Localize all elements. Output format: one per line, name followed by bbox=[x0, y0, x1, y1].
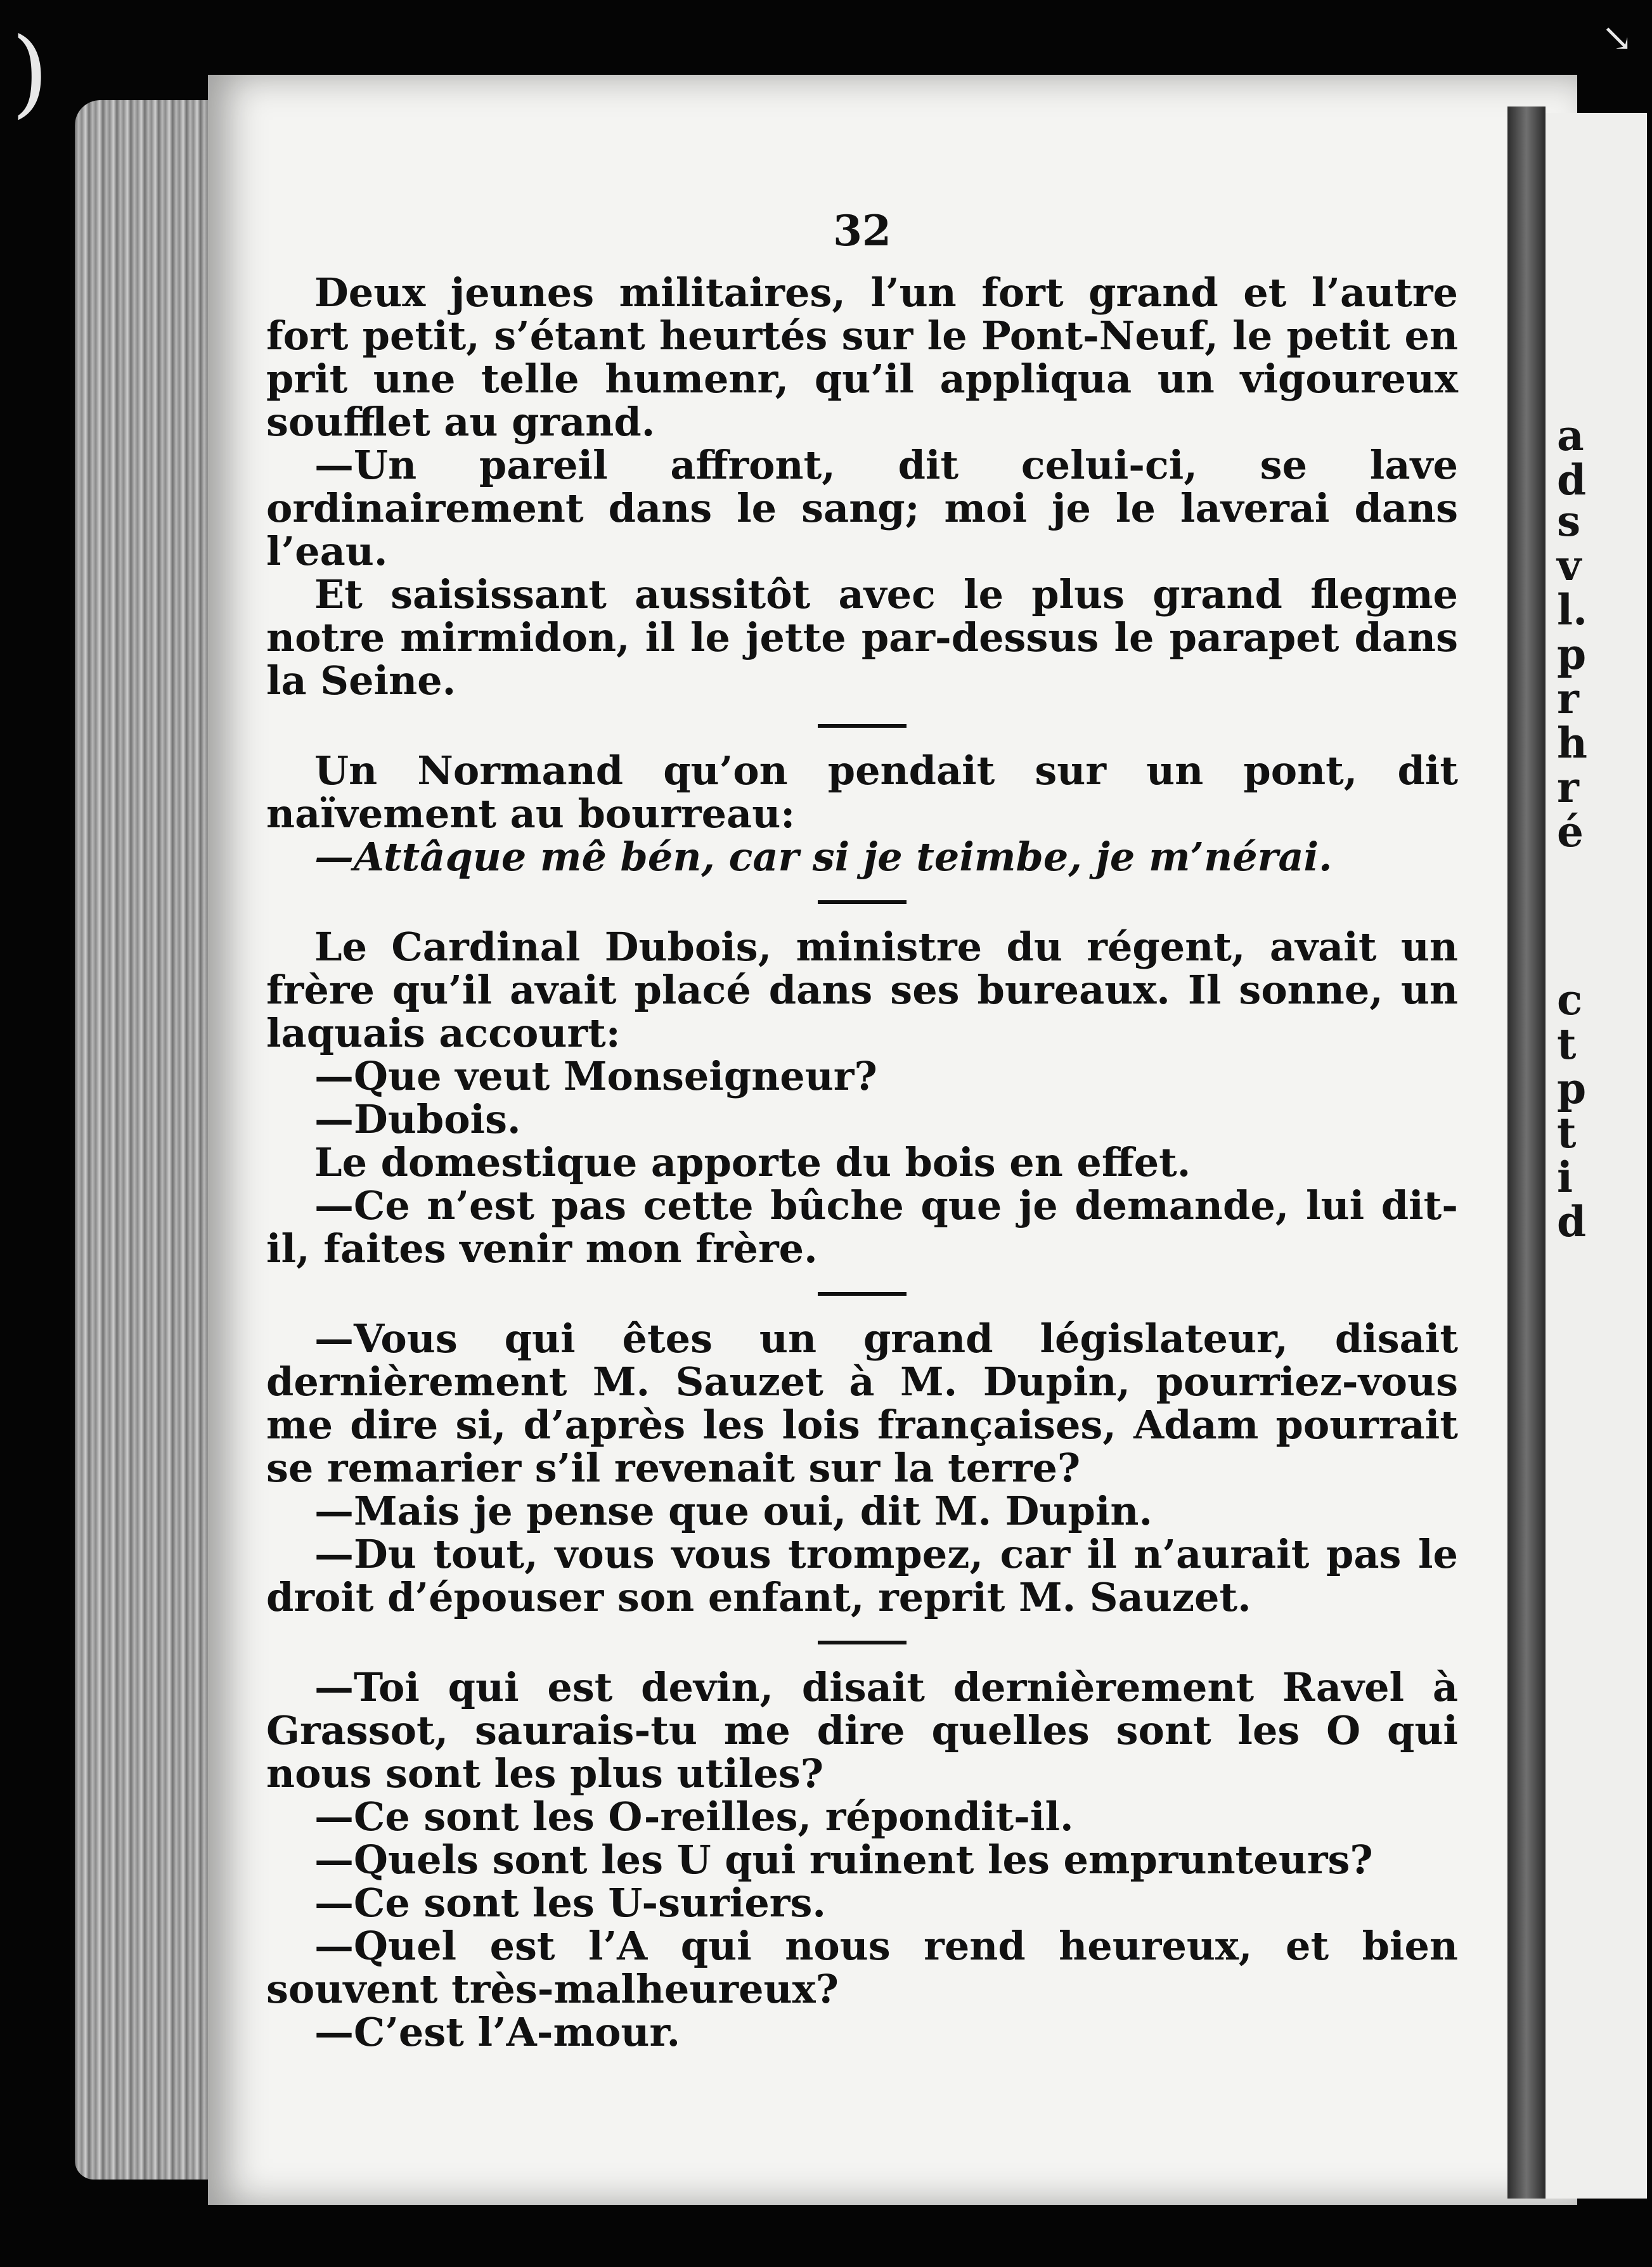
dialog-line: —Mais je pense que oui, dit M. Dupin. bbox=[314, 1488, 1153, 1534]
film-frame-mark-right: ↘ bbox=[1601, 16, 1633, 60]
right-page-letter: p bbox=[1557, 1064, 1587, 1113]
dialog-line: —Ce n’est pas cette bûche que je demande, lui dit-il, faites venir mon frère. bbox=[266, 1182, 1458, 1272]
paragraph: Et saisissant aussitôt avec le plus grand flegme notre mirmidon, il le jette par-dessus le parapet dans la Seine. bbox=[266, 571, 1458, 704]
film-frame-mark-left: ) bbox=[11, 18, 49, 128]
dialog-line: —Ce sont les U-suriers. bbox=[314, 1880, 826, 1926]
separator-rule bbox=[818, 1641, 907, 1644]
right-page-letter: i bbox=[1557, 1153, 1573, 1202]
dialog-line: —Que veut Monseigneur? bbox=[314, 1053, 877, 1099]
right-page-letter: h bbox=[1557, 718, 1587, 768]
paragraph: Un Normand qu’on pendait sur un pont, dit naïvement au bourreau: bbox=[266, 747, 1458, 837]
dialog-line: —Attâque mê bén, car si je teimbe, je m’nérai. bbox=[314, 834, 1333, 880]
joke-block bbox=[266, 926, 1458, 1270]
dialog-line: —Quels sont les U qui ruinent les emprunteurs? bbox=[314, 1837, 1373, 1883]
joke-block bbox=[266, 749, 1458, 879]
right-page-letter: d bbox=[1557, 1197, 1587, 1246]
joke-block bbox=[266, 271, 1458, 702]
right-page-letter: t bbox=[1557, 1019, 1577, 1069]
separator-rule bbox=[818, 1292, 907, 1296]
dialog-line: —Ce sont les O-reilles, répondit-il. bbox=[314, 1793, 1074, 1840]
right-page-letter: s bbox=[1557, 496, 1581, 546]
joke-block bbox=[266, 1317, 1458, 1619]
separator-rule bbox=[818, 724, 907, 728]
right-page-letter: a bbox=[1557, 411, 1584, 460]
dialog-line: —Quel est l’A qui nous rend heureux, et bien souvent très-malheureux? bbox=[266, 1923, 1458, 2012]
right-page-fragment bbox=[1546, 113, 1647, 2199]
dialog-line: —Un pareil affront, dit celui-ci, se lave ordinairement dans le sang; moi je le laverai dans l’eau. bbox=[266, 442, 1458, 574]
page-text bbox=[266, 206, 1458, 2055]
right-page-letter: r bbox=[1557, 674, 1579, 723]
separator-rule bbox=[818, 900, 907, 904]
right-page-letter: c bbox=[1557, 975, 1583, 1024]
dialog-line: —Toi qui est devin, disait dernièrement Ravel à Grassot, saurais-tu me dire quelles sont les O qui nous sont les plus utiles? bbox=[266, 1664, 1458, 1797]
paragraph: Deux jeunes militaires, l’un fort grand et l’autre fort petit, s’étant heurtés sur le Pont-Neuf, le petit en prit une telle humenr, qu’il appliqua un vigoureux soufflet au grand. bbox=[266, 269, 1458, 445]
page-number: 32 bbox=[833, 206, 891, 255]
page-edges bbox=[75, 100, 221, 2180]
right-page-letter: v bbox=[1557, 541, 1582, 590]
dialog-line: —Dubois. bbox=[314, 1096, 521, 1142]
right-page-letter: l. bbox=[1557, 585, 1588, 635]
right-page-letter: p bbox=[1557, 630, 1587, 679]
joke-block bbox=[266, 1666, 1458, 2054]
right-page-letter: r bbox=[1557, 763, 1579, 812]
right-page-letter: t bbox=[1557, 1108, 1577, 1158]
dialog-line: —Vous qui êtes un grand législateur, disait dernièrement M. Sauzet à M. Dupin, pourriez-vous me dire si, d’après les lois françaises, Adam pourrait se remarier s’il revenait sur la terre? bbox=[266, 1315, 1458, 1491]
right-page-letter: é bbox=[1557, 807, 1584, 856]
right-page-letter: d bbox=[1557, 455, 1587, 505]
paragraph: Le Cardinal Dubois, ministre du régent, avait un frère qu’il avait placé dans ses bureaux. Il sonne, un laquais accourt: bbox=[266, 924, 1458, 1056]
dialog-line: —Du tout, vous vous trompez, car il n’aurait pas le droit d’épouser son enfant, reprit M. Sauzet. bbox=[266, 1531, 1458, 1620]
book-gutter bbox=[1507, 107, 1546, 2199]
dialog-line: —C’est l’A-mour. bbox=[314, 2009, 681, 2055]
paragraph: Le domestique apporte du bois en effet. bbox=[314, 1139, 1191, 1185]
